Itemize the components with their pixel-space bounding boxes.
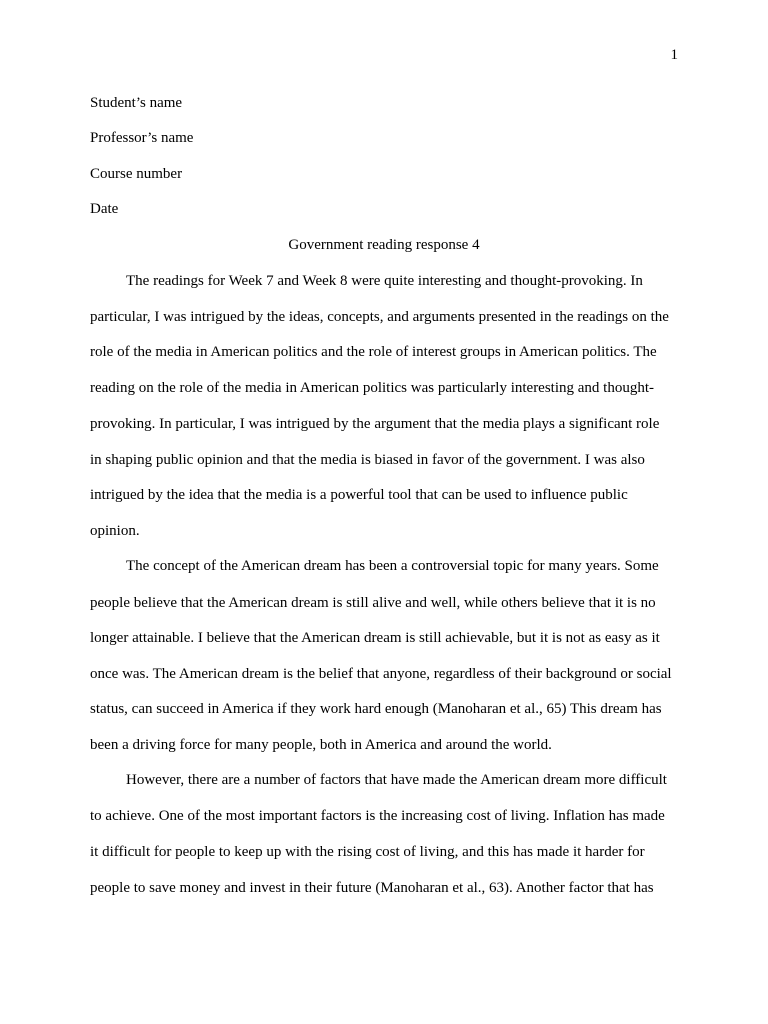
paragraph-2-line: longer attainable. I believe that the American dream is still achievable, but it is not as easy as it	[90, 630, 660, 646]
paragraph-1-line: in shaping public opinion and that the media is biased in favor of the government. I was also	[90, 452, 645, 468]
page-number: 1	[670, 47, 678, 63]
paragraph-1-line: opinion.	[90, 523, 140, 539]
paragraph-1-line: provoking. In particular, I was intrigued by the argument that the media plays a significant role	[90, 416, 660, 432]
professor-name: Professor’s name	[90, 130, 194, 146]
document-title: Government reading response 4	[288, 237, 480, 253]
paragraph-2-line: status, can succeed in America if they work hard enough (Manoharan et al., 65) This dream has	[90, 701, 662, 717]
date: Date	[90, 201, 119, 217]
paragraph-1-line: The readings for Week 7 and Week 8 were quite interesting and thought-provoking. In	[126, 273, 643, 289]
paragraph-2-line: The concept of the American dream has been a controversial topic for many years. Some	[126, 558, 659, 574]
paragraph-2-line: people believe that the American dream is still alive and well, while others believe that it is no	[90, 595, 656, 611]
paragraph-1-line: particular, I was intrigued by the ideas, concepts, and arguments presented in the readings on the	[90, 309, 669, 325]
paragraph-2-line: been a driving force for many people, both in America and around the world.	[90, 737, 552, 753]
paragraph-3-line: to achieve. One of the most important factors is the increasing cost of living. Inflation has made	[90, 808, 665, 824]
paragraph-1-line: reading on the role of the media in American politics was particularly interesting and thought-	[90, 380, 655, 396]
paragraph-1-line: role of the media in American politics and the role of interest groups in American politics. The	[90, 344, 657, 360]
paragraph-1-line: intrigued by the idea that the media is a powerful tool that can be used to influence public	[90, 487, 628, 503]
paragraph-3-line: However, there are a number of factors that have made the American dream more difficult	[126, 772, 667, 788]
paragraph-3-line: people to save money and invest in their future (Manoharan et al., 63). Another factor that has	[90, 880, 654, 896]
paragraph-2-line: once was. The American dream is the belief that anyone, regardless of their background or social	[90, 666, 672, 682]
student-name: Student’s name	[90, 95, 183, 111]
paragraph-3-line: it difficult for people to keep up with the rising cost of living, and this has made it harder for	[90, 844, 645, 860]
course-number: Course number	[90, 166, 183, 182]
